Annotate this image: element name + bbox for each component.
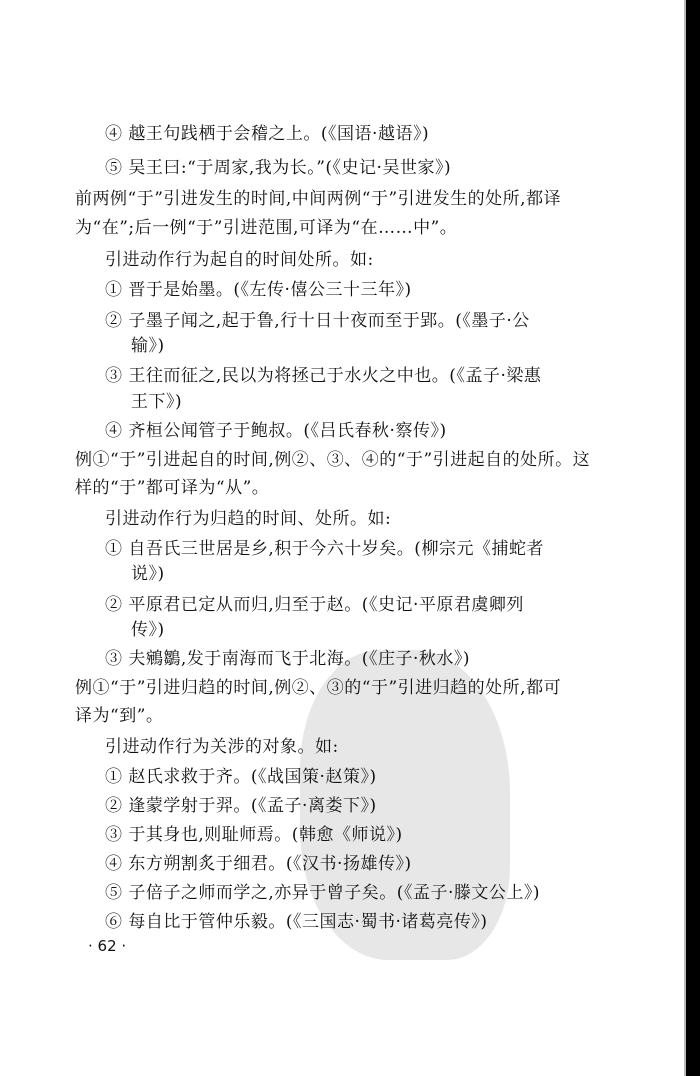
text-line: 引进动作行为关涉的对象。如: bbox=[105, 737, 339, 757]
text-line: 输》) bbox=[131, 336, 165, 356]
text-line: ① 自吾氏三世居是乡,积于今六十岁矣。(柳宗元《捕蛇者 bbox=[105, 539, 544, 559]
text-line: 为“在”;后一例“于”引进范围,可译为“在……中”。 bbox=[75, 218, 458, 238]
text-line: ⑤ 吴王曰:“于周家,我为长。”(《史记·吴世家》) bbox=[105, 158, 452, 178]
text-line: 前两例“于”引进发生的时间,中间两例“于”引进发生的处所,都译 bbox=[75, 189, 562, 209]
text-line: ② 子墨子闻之,起于鲁,行十日十夜而至于郢。(《墨子·公 bbox=[105, 311, 530, 331]
text-line: ③ 于其身也,则耻师焉。(韩愈《师说》) bbox=[105, 825, 403, 845]
text-line: 引进动作行为归趋的时间、处所。如: bbox=[105, 509, 392, 529]
watermark-text: PDG bbox=[408, 964, 469, 997]
text-line: 王下》) bbox=[131, 392, 183, 412]
text-line: ④ 越王句践栖于会稽之上。(《国语·越语》) bbox=[105, 124, 430, 144]
text-line: ① 晋于是始墨。(《左传·僖公三十三年》) bbox=[105, 280, 412, 300]
page-number: · 62 · bbox=[88, 937, 127, 955]
text-line: ⑥ 每自比于管仲乐毅。(《三国志·蜀书·诸葛亮传》) bbox=[105, 912, 488, 932]
text-line: ④ 齐桓公闻管子于鲍叔。(《吕氏春秋·察传》) bbox=[105, 421, 447, 441]
text-line: ⑤ 子倍子之师而学之,亦异于曾子矣。(《孟子·滕文公上》) bbox=[105, 883, 540, 903]
text-line: ③ 王往而征之,民以为将拯己于水火之中也。(《孟子·梁惠 bbox=[105, 366, 542, 386]
text-line: 例①“于”引进起自的时间,例②、③、④的“于”引进起自的处所。这 bbox=[75, 450, 591, 470]
text-line: 传》) bbox=[131, 620, 165, 640]
text-line: ② 逢蒙学射于羿。(《孟子·离娄下》) bbox=[105, 796, 377, 816]
text-line: ③ 夫鵷鶵,发于南海而飞于北海。(《庄子·秋水》) bbox=[105, 649, 470, 669]
text-line: ② 平原君已定从而归,归至于赵。(《史记·平原君虞卿列 bbox=[105, 595, 524, 615]
scan-edge bbox=[686, 0, 700, 1076]
text-line: ④ 东方朔割炙于细君。(《汉书·扬雄传》) bbox=[105, 854, 412, 874]
text-line: 样的“于”都可译为“从”。 bbox=[75, 478, 270, 498]
text-line: 说》) bbox=[131, 564, 165, 584]
text-line: 引进动作行为起自的时间处所。如: bbox=[105, 250, 374, 270]
text-line: 译为“到”。 bbox=[75, 706, 164, 726]
text-line: 例①“于”引进归趋的时间,例②、③的“于”引进归趋的处所,都可 bbox=[75, 678, 562, 698]
text-line: ① 赵氏求救于齐。(《战国策·赵策》) bbox=[105, 767, 377, 787]
